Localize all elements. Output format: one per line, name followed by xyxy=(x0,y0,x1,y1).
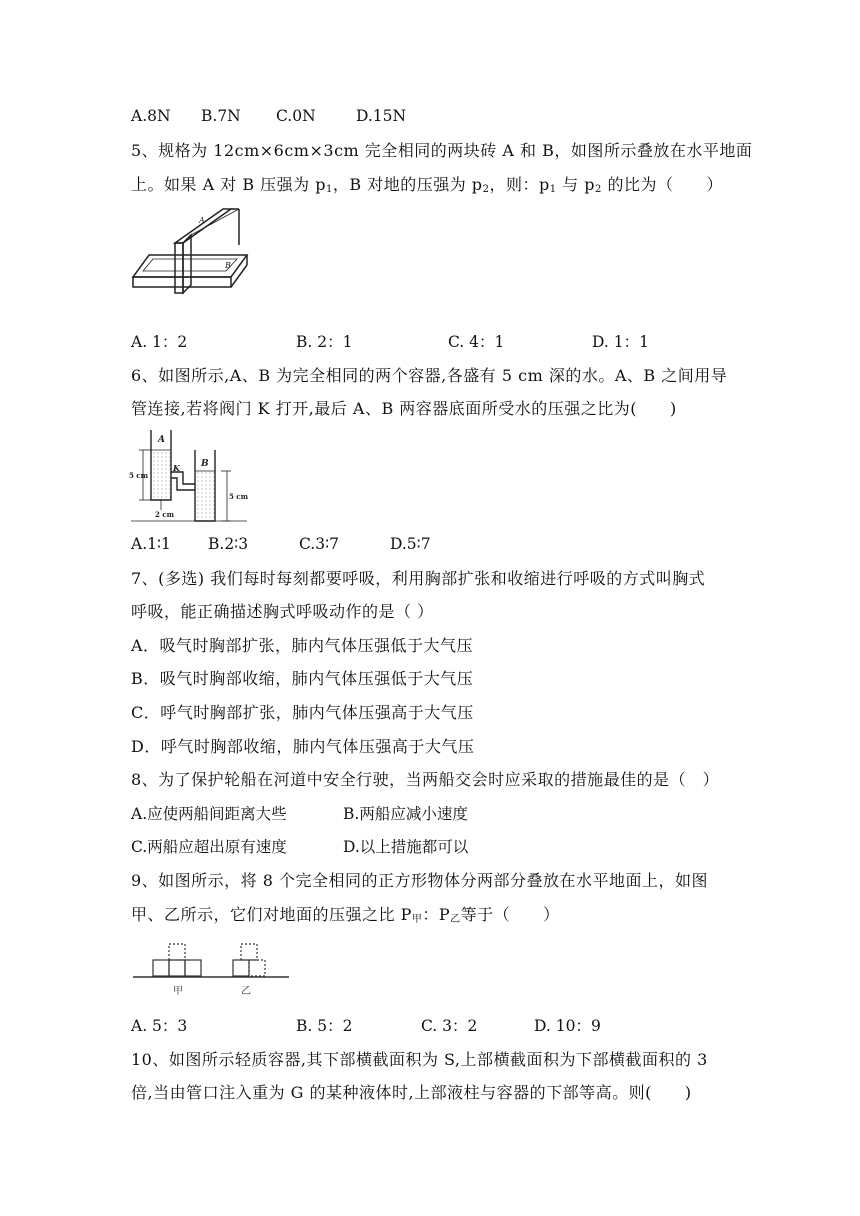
q8-option-b: B.两船应减小速度 xyxy=(343,805,468,823)
q6-label-5cm-right: 5 cm xyxy=(229,492,248,501)
q6-label-a: A xyxy=(158,435,165,445)
q9-line2: 甲、乙所示，它们对地面的压强之比 $P_甲$：$P_乙$等于（ ） xyxy=(131,905,560,925)
q9-option-d: D. 10：9 xyxy=(534,1017,601,1035)
q4-option-c: C.0N xyxy=(276,107,316,125)
q8-option-c: C.两船应超出原有速度 xyxy=(131,838,287,856)
q9-line1: 9、如图所示，将 8 个完全相同的正方形物体分两部分叠放在水平地面上，如图 xyxy=(131,871,709,890)
q4-option-d: D.15N xyxy=(356,107,407,125)
q7-line1: 7、(多选) 我们每时每刻都要呼吸，利用胸部扩张和收缩进行呼吸的方式叫胸式 xyxy=(131,569,706,588)
q4-option-a: A.8N xyxy=(131,107,171,125)
q6-line2: 管连接,若将阀门 K 打开,最后 A、B 两容器底面所受水的压强之比为( ) xyxy=(131,399,677,418)
q8-option-d: D.以上措施都可以 xyxy=(343,838,469,856)
q7-choice-c: C．呼气时胸部扩张，肺内气体压强高于大气压 xyxy=(131,703,474,722)
q6-line1: 6、如图所示,A、B 为完全相同的两个容器,各盛有 5 cm 深的水。A、B 之间用导 xyxy=(131,366,728,385)
q9-blocks-figure xyxy=(131,938,291,998)
q5-bricks-figure xyxy=(131,205,249,297)
q9-label-jia: 甲 xyxy=(173,986,183,997)
q5-option-b: B. 2：1 xyxy=(296,333,353,351)
q6-option-b: B.2∶3 xyxy=(208,535,249,553)
q6-option-a: A.1∶1 xyxy=(131,535,171,553)
q8-option-a: A.应使两船间距离大些 xyxy=(131,805,287,823)
q5-option-c: C. 4：1 xyxy=(448,333,505,351)
q5-label-b: B xyxy=(225,261,231,270)
q7-line2: 呼吸，能正确描述胸式呼吸动作的是（ ） xyxy=(131,602,434,621)
q6-option-d: D.5∶7 xyxy=(390,535,431,553)
q4-option-b: B.7N xyxy=(201,107,241,125)
q10-line2: 倍,当由管口注入重为 G 的某种液体时,上部液柱与容器的下部等高。则( ) xyxy=(131,1083,692,1102)
q7-choice-a: A．吸气时胸部扩张，肺内气体压强低于大气压 xyxy=(131,636,474,655)
q6-containers-figure xyxy=(129,428,249,525)
q8-line1: 8、为了保护轮船在河道中安全行驶，当两船交会时应采取的措施最佳的是（ ） xyxy=(131,770,720,789)
q10-line1: 10、如图所示轻质容器,其下部横截面积为 S,上部横截面积为下部横截面积的 3 xyxy=(131,1050,708,1069)
q6-label-b: B xyxy=(201,459,209,469)
q5-label-a: A xyxy=(199,216,205,225)
q6-option-c: C.3∶7 xyxy=(299,535,339,553)
q5-line2: 上。如果 A 对 B 压强为 $p_1$，B 对地的压强为 $p_2$，则：$p_1$ 与 $p_2$ 的比为（ ） xyxy=(131,175,723,195)
q5-line1: 5、规格为 12cm×6cm×3cm 完全相同的两块砖 A 和 B，如图所示叠放在水平地面 xyxy=(131,141,753,160)
q6-label-5cm-left: 5 cm xyxy=(129,471,148,480)
q9-option-c: C. 3：2 xyxy=(421,1017,478,1035)
q7-choice-b: B．吸气时胸部收缩，肺内气体压强低于大气压 xyxy=(131,669,474,688)
q5-option-a: A. 1：2 xyxy=(131,333,188,351)
q9-option-b: B. 5：2 xyxy=(296,1017,353,1035)
q9-option-a: A. 5：3 xyxy=(131,1017,188,1035)
q5-option-d: D. 1：1 xyxy=(592,333,649,351)
q6-label-2cm: 2 cm xyxy=(155,510,174,519)
q9-label-yi: 乙 xyxy=(241,986,251,997)
q7-choice-d: D．呼气时胸部收缩，肺内气体压强高于大气压 xyxy=(131,737,475,756)
q6-label-k: K xyxy=(173,463,180,473)
